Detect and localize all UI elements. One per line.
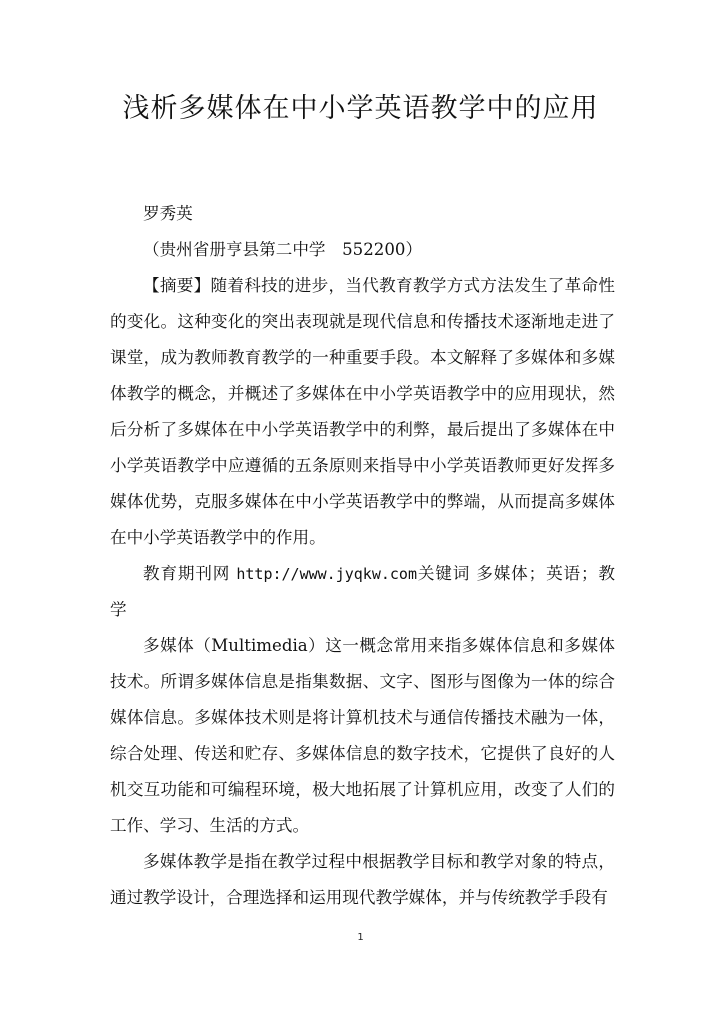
page-number: 1 [357,932,364,943]
abstract-paragraph [110,268,615,556]
keywords-label: 关键词 [416,564,471,583]
body-paragraph-1: 多媒体（Multimedia）这一概念常用来指多媒体信息和多媒体技术。所谓多媒体信息是指集数据、文字、图形与图像为一体的综合媒体信息。多媒体技术则是将计算机技术与通信传播技术融为一体，综合处理、传送和贮存、多媒体信息的数字技术，它提供了良好的人机交互功能和可编程环境，极大地拓展了计算机应用，改变了人们的工作、学习、生活的方式。 [110,636,615,835]
document-body [110,196,615,916]
abstract-label: 【摘要】 [143,276,211,295]
document-title: 浅析多媒体在中小学英语教学中的应用 [122,93,599,124]
body-paragraph-2: 多媒体教学是指在教学过程中根据教学目标和教学对象的特点，通过教学设计，合理选择和运用现代教学媒体，并与传统教学手段有 [110,852,615,907]
author-name: 罗秀英 [143,204,193,223]
keywords-text: 多媒体；英语；教学 [110,564,616,619]
source-url: http://www.jyqkw.com [236,565,417,583]
abstract-text: 随着科技的进步，当代教育教学方式方法发生了革命性的变化。这种变化的突出表现就是现代信息和传播技术逐渐地走进了课堂，成为教师教育教学的一种重要手段。本文解释了多媒体和多媒体教学的概念，并概述了多媒体在中小学英语教学中的应用现状，然后分析了多媒体在中小学英语教学中的利弊，最后提出了多媒体在中小学英语教学中应遵循的五条原则来指导中小学英语教师更好发挥多媒体优势，克服多媒体在中小学英语教学中的弊端，从而提高多媒体在中小学英语教学中的作用。 [110,276,615,547]
keywords-line [110,556,615,628]
source-prefix: 教育期刊网 [143,564,237,583]
author-affiliation: （贵州省册亨县第二中学 552200） [143,240,423,259]
